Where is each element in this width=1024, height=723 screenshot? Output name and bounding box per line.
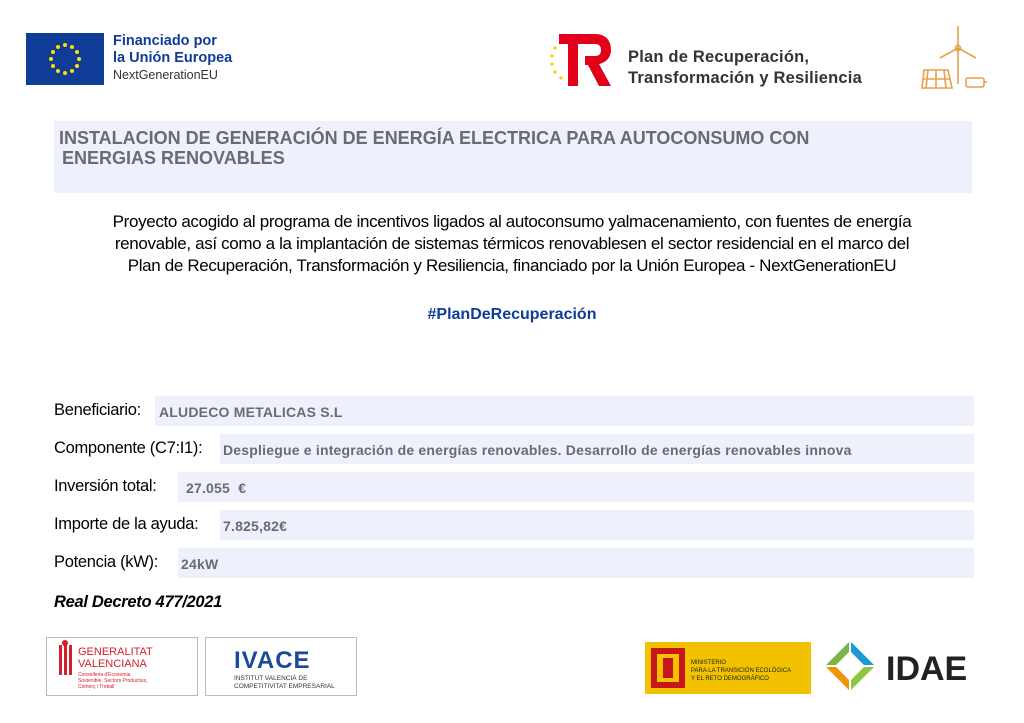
hashtag: #PlanDeRecuperación xyxy=(427,306,597,323)
ivace-sub-1: INSTITUT VALENCIÀ DE xyxy=(234,675,308,682)
project-line-3: Plan de Recuperación, Transformación y Resiliencia, financiado por la Unión Europea - NextGenerationEU xyxy=(127,256,897,275)
gva-line-1: GENERALITAT xyxy=(78,646,153,658)
gva-sub-2: Sostenible, Sectors Productius, xyxy=(78,678,148,684)
idae-logo xyxy=(822,638,992,696)
project-line-1: Proyecto acogido al programa de incentivos ligados al autoconsumo yalmacenamiento, con fuentes de energía xyxy=(112,212,912,231)
idae-diamond-icon xyxy=(826,642,874,690)
potencia-value: 24kW xyxy=(181,556,219,572)
title-banner xyxy=(54,121,972,193)
gva-sub-3: Comerç i Treball xyxy=(78,684,115,690)
eu-line-2: la Unión Europea xyxy=(113,50,233,66)
field-componente xyxy=(54,434,974,464)
componente-value: Despliegue e integración de energías renovables. Desarrollo de energías renovables innova xyxy=(223,442,852,458)
ministry-line-2: PARA LA TRANSICIÓN ECOLÓGICA xyxy=(691,668,792,674)
plan-line-1: Plan de Recuperación, xyxy=(628,48,810,66)
plan-line-2: Transformación y Resiliencia xyxy=(628,69,862,87)
beneficiario-label: Beneficiario: xyxy=(54,401,141,419)
real-decreto: Real Decreto 477/2021 xyxy=(54,593,222,611)
field-beneficiario xyxy=(54,396,974,426)
title-line-1: INSTALACION DE GENERACIÓN DE ENERGÍA ELECTRICA PARA AUTOCONSUMO CON xyxy=(59,128,810,148)
importe-value: 7.825,82€ xyxy=(223,518,288,534)
gva-sub-1: Conselleria d'Economia xyxy=(78,672,131,678)
page-title xyxy=(59,128,972,168)
field-potencia xyxy=(54,548,974,578)
idae-name: IDAE xyxy=(886,650,968,688)
project-line-2: renovable, así como a la implantación de sistemas térmicos renovablesen el sector residencial en el marco del xyxy=(114,234,910,253)
gva-line-2: VALENCIANA xyxy=(78,658,147,670)
inversion-value: 27.055 € xyxy=(186,480,247,496)
wind-solar-icon xyxy=(918,22,990,94)
componente-label: Componente (C7:I1): xyxy=(54,439,203,457)
generalitat-logo xyxy=(46,637,198,696)
ministerio-logo xyxy=(645,642,811,694)
eu-line-1: Financiado por xyxy=(113,33,217,49)
beneficiario-value: ALUDECO METALICAS S.L xyxy=(159,404,343,420)
ministry-line-3: Y EL RETO DEMOGRÁFICO xyxy=(691,676,769,682)
plan-recuperacion-text xyxy=(628,47,862,89)
field-inversion xyxy=(54,472,974,502)
field-importe xyxy=(54,510,974,540)
project-description xyxy=(40,211,984,277)
inversion-label: Inversión total: xyxy=(54,477,157,495)
eu-stars-icon xyxy=(26,33,104,85)
title-line-2: ENERGIAS RENOVABLES xyxy=(62,148,285,168)
tr-logo-icon xyxy=(547,30,615,90)
eu-flag-logo xyxy=(26,33,104,85)
ministry-line-1: MINISTERIO xyxy=(691,660,727,666)
importe-label: Importe de la ayuda: xyxy=(54,515,199,533)
ivace-name: IVACE xyxy=(234,647,311,674)
ivace-sub-2: COMPETITIVITAT EMPRESARIAL xyxy=(234,683,335,690)
potencia-label: Potencia (kW): xyxy=(54,553,158,571)
eu-funding-text xyxy=(113,33,232,84)
ivace-logo xyxy=(205,637,357,696)
prtr-logo xyxy=(547,30,615,90)
eu-line-3: NextGenerationEU xyxy=(113,68,218,82)
